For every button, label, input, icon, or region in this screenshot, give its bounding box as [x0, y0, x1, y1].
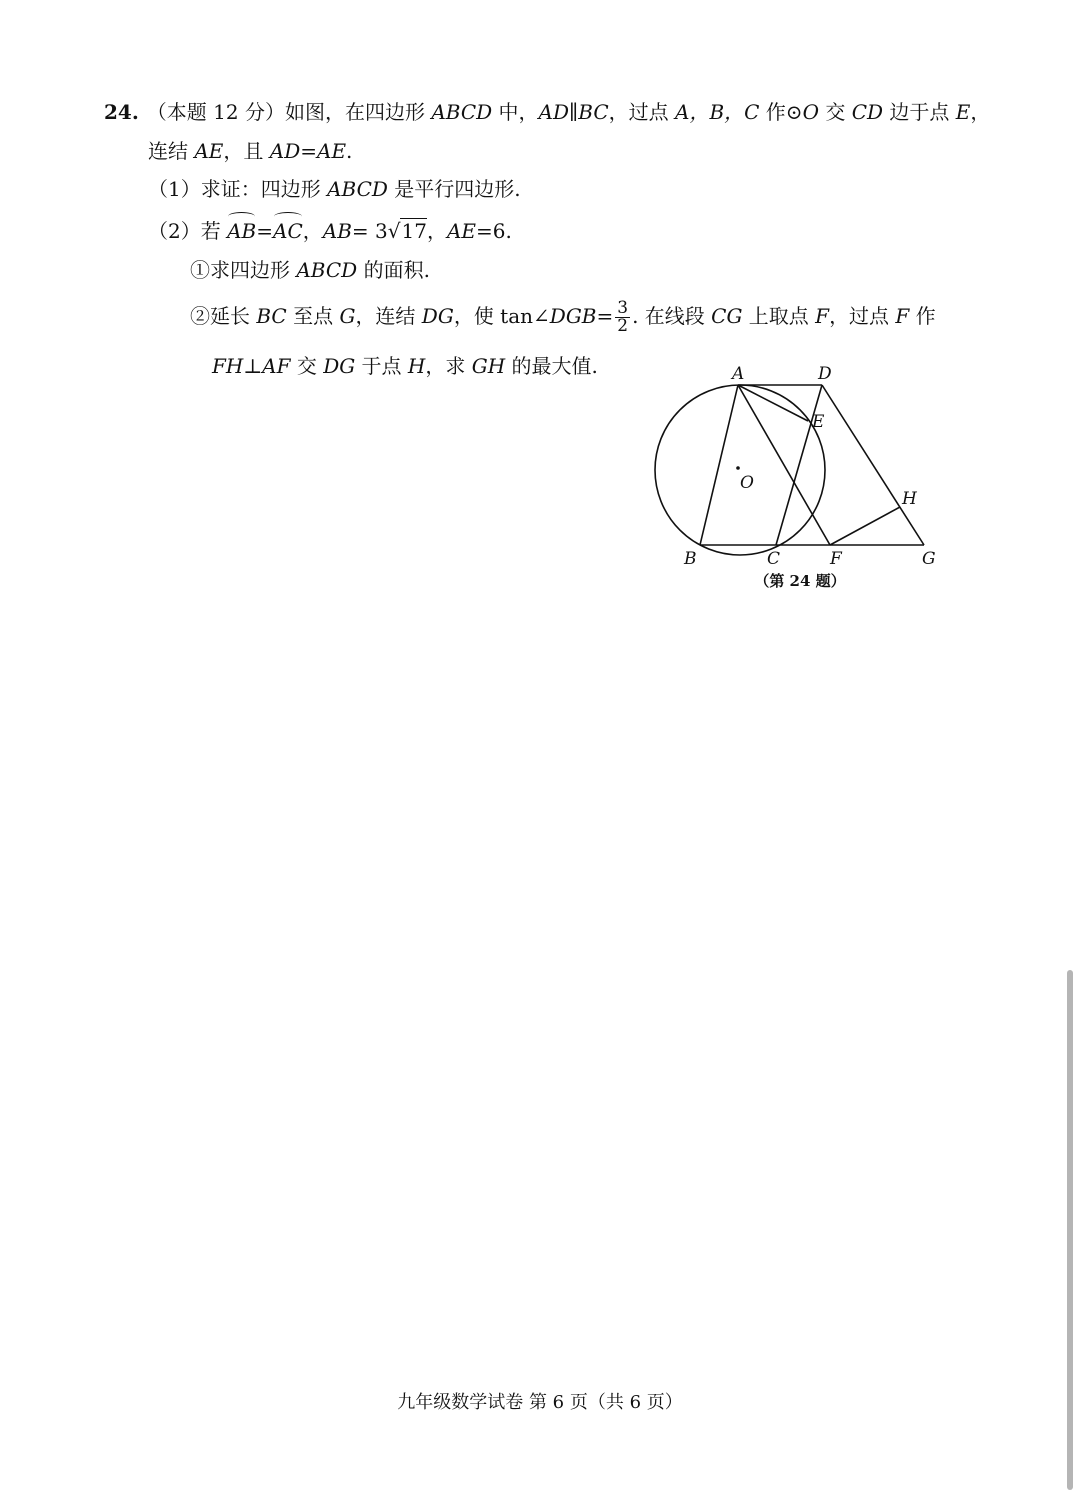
- label-c: C: [767, 549, 781, 569]
- question-number: 24.: [104, 100, 139, 124]
- arc-ac: AC: [273, 219, 303, 243]
- segment-ab: [700, 385, 738, 545]
- part-2-sub-2-line2: FH⊥AF 交 DG 于点 H，求 GH 的最大值.: [212, 354, 598, 378]
- label-f: F: [830, 549, 842, 569]
- label-e: E: [812, 412, 825, 432]
- label-a: A: [732, 364, 745, 384]
- arc-ab: AB: [227, 219, 257, 243]
- vertical-scrollbar[interactable]: [1067, 970, 1073, 1490]
- sqrt-sign: √: [387, 219, 401, 243]
- question-24-stem-line2: 连结 AE，且 AD=AE.: [148, 139, 353, 163]
- segment-fh: [830, 507, 900, 545]
- fraction-3-2: $\frac{3}{2}$: [617, 298, 629, 336]
- part-2: （2）若 AB=AC，AB= 3√17，AE=6.: [148, 219, 512, 243]
- geometry-figure: [640, 355, 960, 600]
- label-b: B: [684, 549, 697, 569]
- part-2-sub-2-line1: ②延长 BC 至点 G，连结 DG，使 tan∠DGB= $\frac{3}{2}$ . 在线段 CG 上取点 F，过点 F 作: [190, 298, 936, 336]
- sqrt-radicand: 17: [401, 219, 427, 243]
- part-1: （1）求证：四边形 ABCD 是平行四边形.: [148, 177, 521, 201]
- figure-caption: （第 24 题）: [754, 572, 846, 590]
- question-24-stem-line1: 24. （本题 12 分）如图，在四边形 ABCD 中，AD∥BC，过点 A，B，C 作⊙O 交 CD 边于点 E，: [104, 100, 991, 124]
- circle-o: [655, 385, 825, 555]
- label-h: H: [902, 489, 917, 509]
- label-d: D: [818, 364, 832, 384]
- part-2-sub-1: ①求四边形 ABCD 的面积.: [190, 258, 430, 282]
- label-g: G: [922, 549, 936, 569]
- page-footer: 九年级数学试卷 第 6 页（共 6 页）: [397, 1392, 683, 1413]
- center-dot: [736, 466, 740, 470]
- label-o: O: [740, 473, 754, 493]
